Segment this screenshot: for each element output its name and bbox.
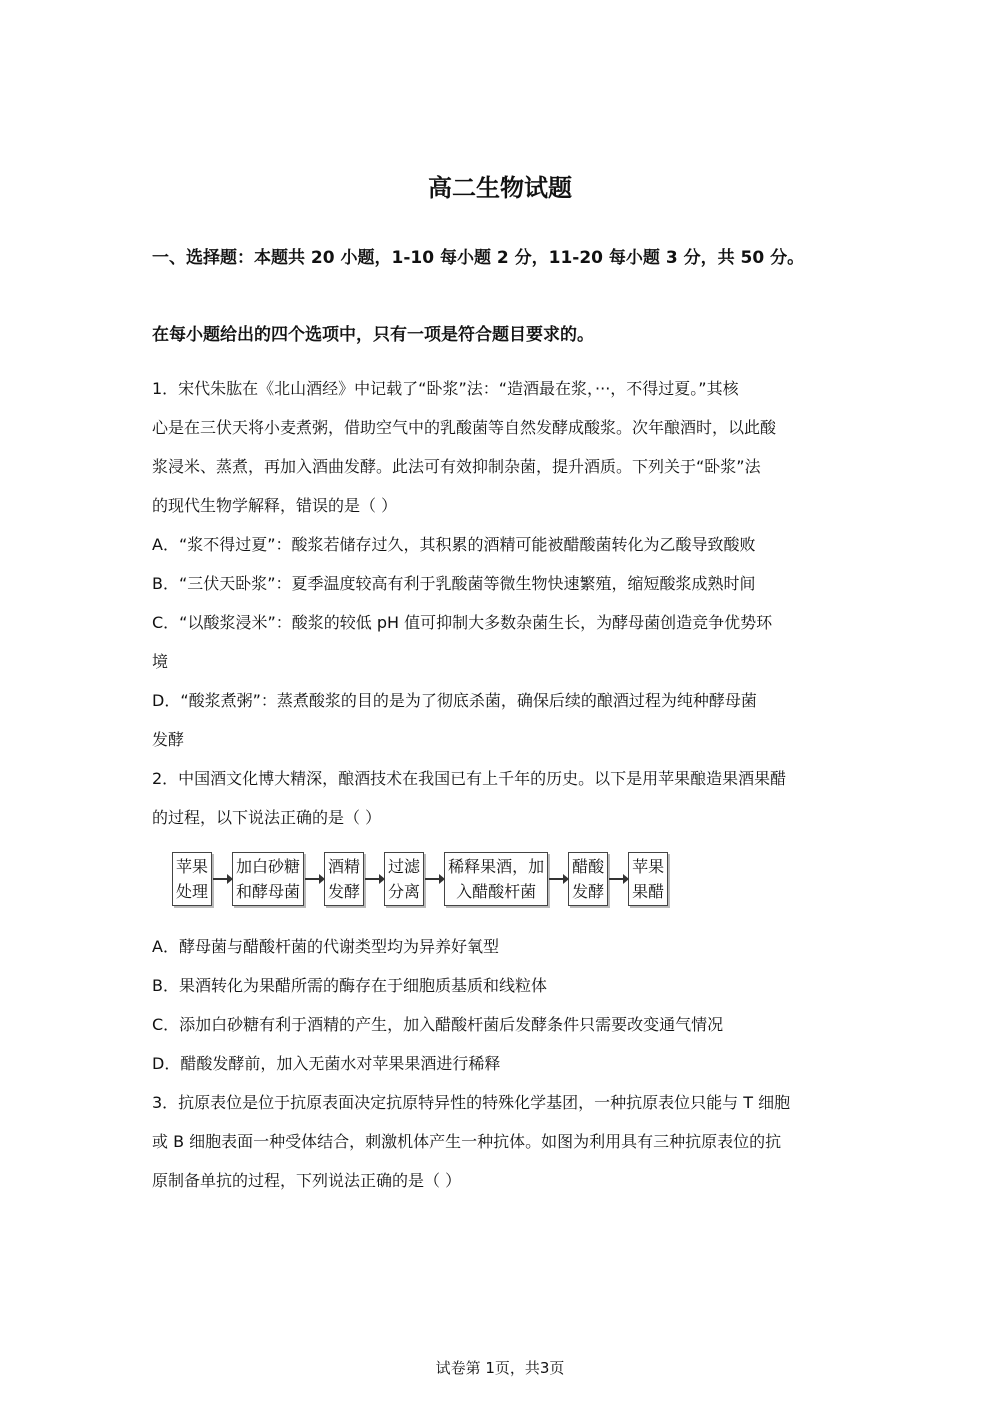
flow-arrow-icon bbox=[213, 878, 231, 880]
q2-stem-line: 2．中国酒文化博大精深，酿酒技术在我国已有上千年的历史。以下是用苹果酿造果酒果醋 bbox=[152, 769, 787, 788]
q2-flow-diagram bbox=[172, 850, 668, 908]
flow-step-acetic-fermentation bbox=[568, 852, 608, 906]
flow-step-text: 入醋酸杆菌 bbox=[456, 882, 537, 901]
flow-step-text: 和酵母菌 bbox=[236, 882, 301, 901]
q1-stem-line: 的现代生物学解释，错误的是（ ） bbox=[152, 496, 398, 515]
q2-option-b: B．果酒转化为果醋所需的酶存在于细胞质基质和线粒体 bbox=[152, 976, 547, 995]
flow-step-text: 苹果 bbox=[176, 857, 209, 876]
flow-step-filter-separate bbox=[384, 852, 424, 906]
q2-option-a: A．酵母菌与醋酸杆菌的代谢类型均为异养好氧型 bbox=[152, 937, 499, 956]
flow-step-text: 过滤 bbox=[388, 857, 421, 876]
q1-option-d-cont: 发酵 bbox=[152, 730, 185, 749]
flow-step-text: 苹果 bbox=[632, 857, 665, 876]
q2-option-c: C．添加白砂糖有利于酒精的产生，加入醋酸杆菌后发酵条件只需要改变通气情况 bbox=[152, 1015, 724, 1034]
section-instruction: 在每小题给出的四个选项中，只有一项是符合题目要求的。 bbox=[152, 325, 594, 345]
q1-option-b: B．“三伏天卧浆”：夏季温度较高有利于乳酸菌等微生物快速繁殖，缩短酸浆成熟时间 bbox=[152, 574, 756, 593]
flow-arrow-icon bbox=[305, 878, 323, 880]
flow-arrow-icon bbox=[425, 878, 443, 880]
q1-option-c-cont: 境 bbox=[152, 652, 169, 671]
q1-option-c: C．“以酸浆浸米”：酸浆的较低 pH 值可抑制大多数杂菌生长，为酵母菌创造竞争优势环 bbox=[152, 613, 773, 632]
q1-option-a: A．“浆不得过夏”：酸浆若储存过久，其积累的酒精可能被醋酸菌转化为乙酸导致酸败 bbox=[152, 535, 756, 554]
page-footer: 试卷第 1页，共3页 bbox=[435, 1359, 565, 1377]
flow-step-dilute-add-acetobacter bbox=[444, 852, 548, 906]
flow-step-alcohol-fermentation bbox=[324, 852, 364, 906]
q3-stem-line: 3．抗原表位是位于抗原表面决定抗原特异性的特殊化学基团，一种抗原表位只能与 T 细胞 bbox=[152, 1093, 791, 1112]
flow-step-text: 果醋 bbox=[632, 882, 665, 901]
flow-step-text: 酒精 bbox=[328, 857, 361, 876]
flow-step-text: 稀释果酒，加 bbox=[448, 857, 545, 876]
flow-step-text: 醋酸 bbox=[572, 857, 605, 876]
flow-arrow-icon bbox=[549, 878, 567, 880]
flow-arrow-icon bbox=[609, 878, 627, 880]
q1-stem-line: 1．宋代朱肱在《北山酒经》中记载了“卧浆”法：“造酒最在浆，···，不得过夏。”其核 bbox=[152, 379, 739, 398]
q3-stem-line: 或 B 细胞表面一种受体结合，刺激机体产生一种抗体。如图为利用具有三种抗原表位的抗 bbox=[152, 1132, 782, 1151]
q2-option-d: D．醋酸发酵前，加入无菌水对苹果果酒进行稀释 bbox=[152, 1054, 501, 1073]
flow-step-add-sugar-yeast bbox=[232, 852, 304, 906]
q2-stem-line: 的过程，以下说法正确的是（ ） bbox=[152, 808, 382, 827]
q1-option-d: D．“酸浆煮粥”：蒸煮酸浆的目的是为了彻底杀菌，确保后续的酿酒过程为纯种酵母菌 bbox=[152, 691, 757, 710]
flow-step-text: 处理 bbox=[176, 882, 209, 901]
q1-stem-line: 浆浸米、蒸煮，再加入酒曲发酵。此法可有效抑制杂菌，提升酒质。下列关于“卧浆”法 bbox=[152, 457, 761, 476]
flow-arrow-icon bbox=[365, 878, 383, 880]
q3-stem-line: 原制备单抗的过程，下列说法正确的是（ ） bbox=[152, 1171, 462, 1190]
flow-step-text: 加白砂糖 bbox=[236, 857, 301, 876]
flow-step-text: 分离 bbox=[388, 882, 421, 901]
flow-step-text: 发酵 bbox=[572, 882, 605, 901]
section-heading: 一、选择题：本题共 20 小题，1-10 每小题 2 分，11-20 每小题 3 分，共 50 分。 bbox=[152, 248, 805, 268]
flow-step-apple-vinegar bbox=[628, 852, 668, 906]
page-title: 高二生物试题 bbox=[428, 174, 572, 202]
flow-step-text: 发酵 bbox=[328, 882, 361, 901]
flow-step-apple-processing bbox=[172, 852, 212, 906]
q1-stem-line: 心是在三伏天将小麦煮粥，借助空气中的乳酸菌等自然发酵成酸浆。次年酿酒时，以此酸 bbox=[152, 418, 777, 437]
